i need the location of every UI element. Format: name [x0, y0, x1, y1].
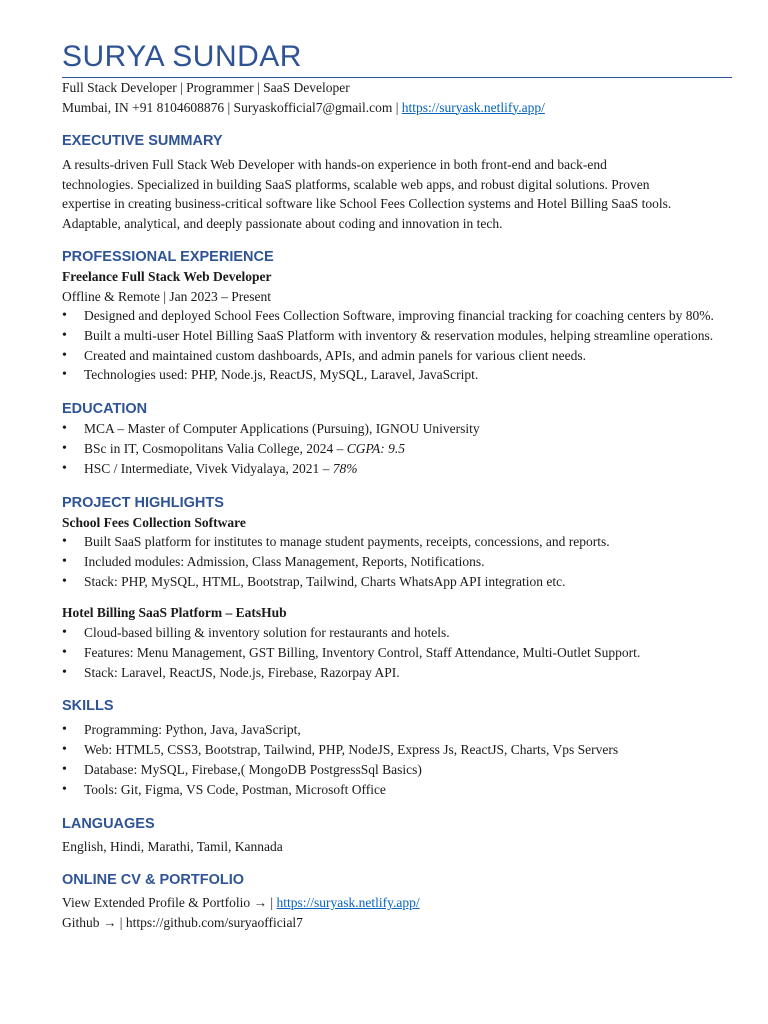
list-item: • Programming: Python, Java, JavaScript, — [62, 720, 732, 740]
list-item: • Web: HTML5, CSS3, Bootstrap, Tailwind, PHP, NodeJS, Express Js, ReactJS, Charts, Vps Servers — [62, 740, 732, 760]
summary-line: expertise in creating business-critical software like School Fees Collection systems and Hotel Billing SaaS tools. — [62, 196, 672, 211]
list-item: • Tools: Git, Figma, VS Code, Postman, Microsoft Office — [62, 780, 732, 800]
languages-text: English, Hindi, Marathi, Tamil, Kannada — [62, 838, 283, 854]
education-list — [62, 419, 732, 478]
list-item: • Stack: Laravel, ReactJS, Node.js, Firebase, Razorpay API. — [62, 663, 732, 683]
education-score: 78% — [332, 460, 358, 476]
portfolio-link[interactable]: https://suryask.netlify.app/ — [276, 895, 420, 911]
list-item: • Cloud-based billing & inventory solution for restaurants and hotels. — [62, 623, 732, 643]
section-title-summary: EXECUTIVE SUMMARY — [62, 133, 223, 149]
section-title-skills: SKILLS — [62, 698, 114, 715]
list-item: • Stack: PHP, MySQL, HTML, Bootstrap, Tailwind, Charts WhatsApp API integration etc. — [62, 572, 732, 592]
website-link[interactable]: https://suryask.netlify.app/ — [401, 99, 545, 115]
resume-page — [62, 40, 732, 932]
skills-list — [62, 720, 732, 799]
education-text: HSC / Intermediate, Vivek Vidyalaya, 2021 – — [84, 460, 333, 476]
job-role: Freelance Full Stack Web Developer — [62, 269, 272, 284]
list-item: • Included modules: Admission, Class Management, Reports, Notifications. — [62, 552, 732, 572]
project-bullets — [62, 623, 732, 682]
contact-line — [62, 98, 732, 118]
project-name: Hotel Billing SaaS Platform – EatsHub — [62, 605, 287, 621]
list-item — [62, 459, 732, 479]
contact-details: Mumbai, IN +91 8104608876 | Suryaskofficial7@gmail.com | — [62, 99, 402, 115]
list-item: • Features: Menu Management, GST Billing, Inventory Control, Staff Attendance, Multi-Outlet Support. — [62, 643, 732, 663]
list-item: • Built a multi-user Hotel Billing SaaS Platform with inventory & reservation modules, helping streamline operations. — [62, 326, 732, 346]
list-item: • Created and maintained custom dashboards, APIs, and admin panels for various client needs. — [62, 346, 732, 366]
summary-line: Adaptable, analytical, and deeply passionate about coding and innovation in tech. — [62, 215, 503, 231]
project-name: School Fees Collection Software — [62, 514, 246, 530]
list-item: • Technologies used: PHP, Node.js, ReactJS, MySQL, Laravel, JavaScript. — [62, 365, 732, 385]
portfolio-label: View Extended Profile & Portfolio → | — [62, 895, 277, 911]
education-text: MCA – Master of Computer Applications (Pursuing), IGNOU University — [84, 421, 480, 437]
summary-line: technologies. Specialized in building SaaS platforms, scalable web apps, and robust digital solutions. Proven — [62, 176, 650, 192]
summary-line: A results-driven Full Stack Web Developer with hands-on experience in both front-end and back-end — [62, 157, 607, 172]
job-meta: Offline & Remote | Jan 2023 – Present — [62, 288, 272, 304]
list-item: • Database: MySQL, Firebase,( MongoDB PostgressSql Basics) — [62, 760, 732, 780]
list-item — [62, 439, 732, 459]
section-title-languages: LANGUAGES — [62, 815, 155, 832]
experience-bullets — [62, 306, 732, 385]
education-text: BSc in IT, Cosmopolitans Valia College, 2024 – — [84, 440, 347, 456]
education-score: CGPA: 9.5 — [346, 440, 406, 456]
github-line: Github → | https://github.com/suryaofficial7 — [62, 914, 303, 930]
project-bullets — [62, 532, 732, 591]
portfolio-line — [62, 893, 732, 913]
list-item — [62, 419, 732, 439]
section-title-portfolio: ONLINE CV & PORTFOLIO — [62, 872, 245, 889]
tagline: Full Stack Developer | Programmer | SaaS Developer — [62, 80, 350, 95]
section-title-experience: PROFESSIONAL EXPERIENCE — [62, 249, 274, 265]
section-title-projects: PROJECT HIGHLIGHTS — [62, 494, 224, 511]
list-item: • Designed and deployed School Fees Collection Software, improving financial tracking for coaching centers by 80%. — [62, 306, 732, 326]
candidate-name: SURYA SUNDAR — [62, 40, 302, 73]
section-title-education: EDUCATION — [62, 401, 148, 418]
list-item: • Built SaaS platform for institutes to manage student payments, receipts, concessions, and reports. — [62, 532, 732, 552]
summary-paragraph — [62, 155, 732, 233]
